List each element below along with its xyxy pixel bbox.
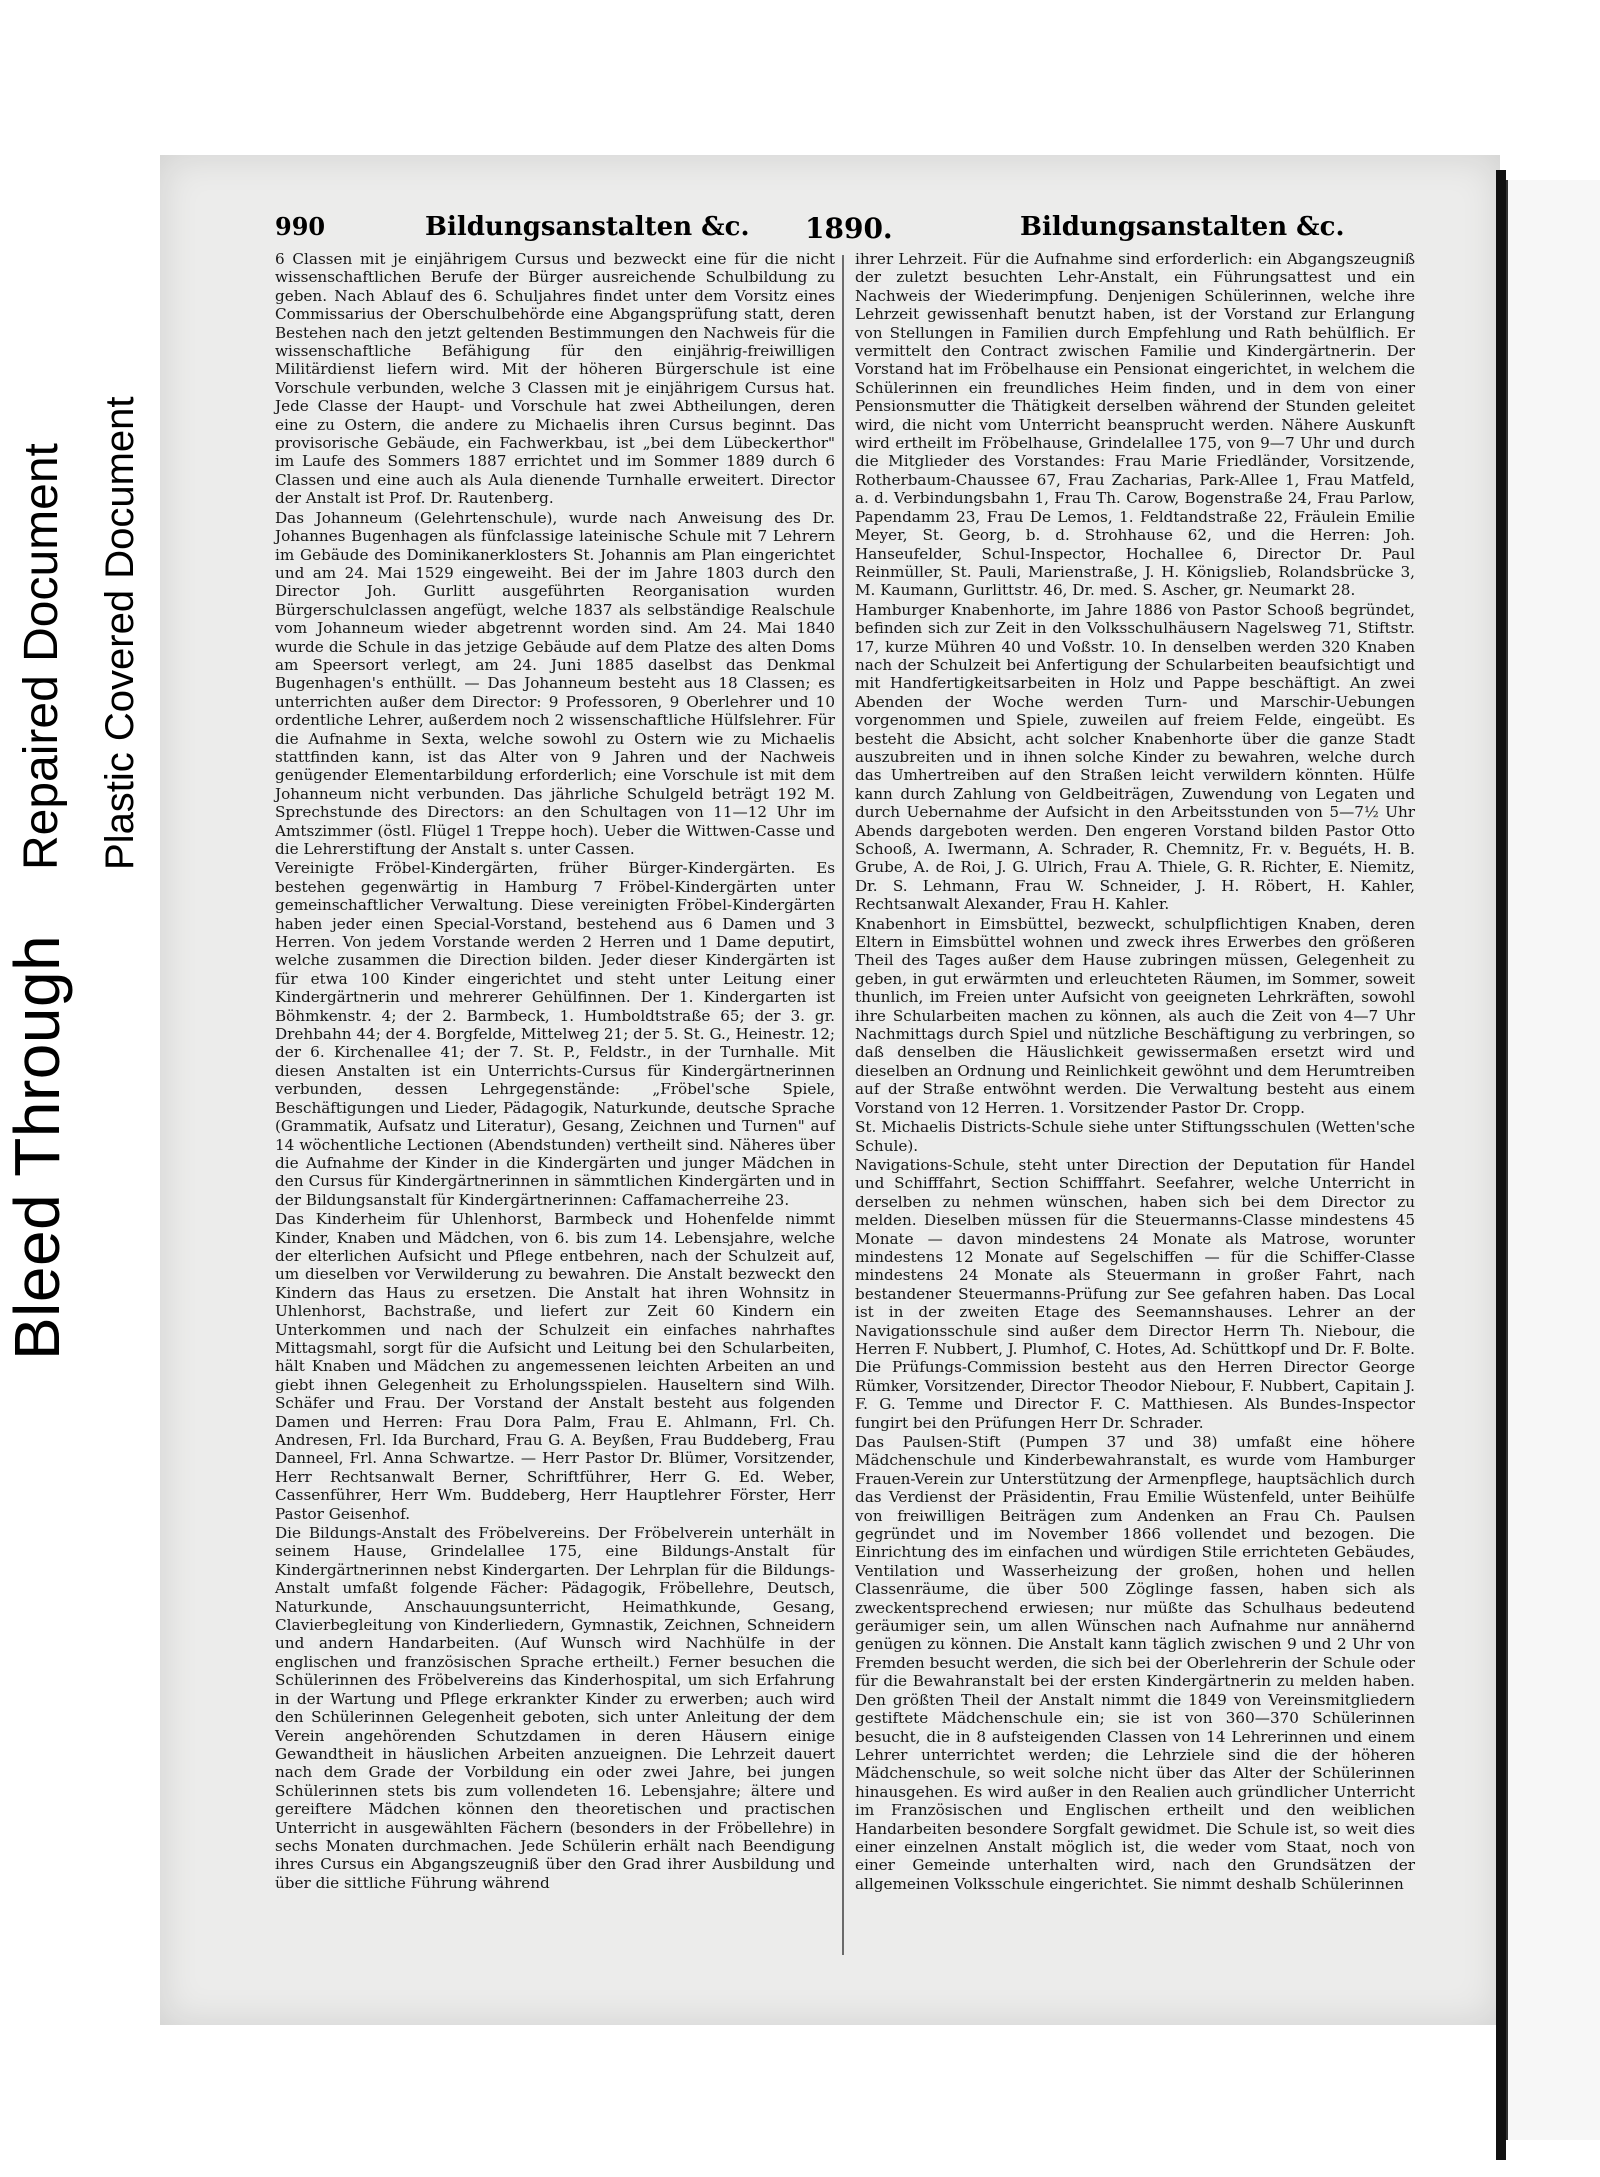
header-year: 1890. [805, 212, 893, 245]
paragraph: Das Kinderheim für Uhlenhorst, Barmbeck und Hohenfelde nimmt Kinder, Knaben und Mädchen, von 6. bis zum 14. Lebensjahre, welche der elterlichen Aufsicht und Pflege entbehren, nach der Schulzeit auf, um dieselben vor Verwilderung zu bewahren. Die Anstalt bezweckt den Kindern das Haus zu ersetzen. Die Anstalt hat ihren Wohnsitz in Uhlenhorst, Bachstraße, und liefert zur Zeit 60 Kindern ein Unterkommen und nach der Schulzeit ein einfaches nahrhaftes Mittagsmahl, sorgt für die Aufsicht und Leitung bei den Schularbeiten, hält Knaben und Mädchen zu angemessenen leichten Arbeiten an und giebt ihnen Gelegenheit zu Erholungsspielen. Hauseltern sind Wilh. Schäfer und Frau. Der Vorstand der Anstalt besteht aus folgenden Damen und Herren: Frau Dora Palm, Frau E. Ahlmann, Frl. Ch. Andresen, Frl. Ida Burchard, Frau G. A. Beyßen, Frau Buddeberg, Frau Danneel, Frl. Anna Schwartze. — Herr Pastor Dr. Blümer, Vorsitzender, Herr Rechtsanwalt Berner, Schriftführer, Herr G. Ed. Weber, Cassenführer, Herr Wm. Buddeberg, Herr Hauptlehrer Förster, Herr Pastor Geisenhof. [275, 1210, 835, 1523]
paragraph: Navigations-Schule, steht unter Direction der Deputation für Handel und Schifffahrt, Section Schifffahrt. Seefahrer, welche Unterricht in derselben zu nehmen wünschen, haben sich bei dem Director zu melden. Dieselben müssen für die Steuermanns-Classe mindestens 45 Monate — davon mindestens 24 Monate als Matrose, worunter mindestens 12 Monate auf Segelschiffen — für die Schiffer-Classe mindestens 24 Monate als Steuermann in großer Fahrt, nach bestandener Steuermanns-Prüfung zur See gefahren haben. Das Local ist in der zweiten Etage des Seemannshauses. Lehrer an der Navigationsschule sind außer dem Director Herrn Th. Niebour, die Herren F. Nubbert, J. Plumhof, C. Hotes, Ad. Schüttkopf und Dr. F. Bolte. Die Prüfungs-Commission besteht aus den Herren Director George Rümker, Vorsitzender, Director Theodor Niebour, F. Nubbert, Capitain J. F. G. Temme und Director F. C. Matthiesen. Als Bundes-Inspector fungirt bei den Prüfungen Herr Dr. Schrader. [855, 1155, 1415, 1432]
paragraph: Das Paulsen-Stift (Pumpen 37 und 38) umfaßt eine höhere Mädchenschule und Kinderbewahranstalt, es wurde vom Hamburger Frauen-Verein zur Unterstützung der Armenpflege, hauptsächlich durch das Verdienst der Präsidentin, Frau Emilie Wüstenfeld, unter Beihülfe von freiwilligen Beiträgen zum Andenken an Frau Ch. Paulsen gegründet und im November 1866 vollendet und bezogen. Die Einrichtung des im einfachen und würdigen Stile errichteten Gebäudes, Ventilation und Wasserheizung der großen, hohen und hellen Classenräume, die über 500 Zöglinge fassen, haben sich als zweckentsprechend erwiesen; nur müßte das Schulhaus bedeutend geräumiger sein, um allen Wünschen nach Aufnahme nur annähernd genügen zu können. Die Anstalt kann täglich zwischen 9 und 2 Uhr von Fremden besucht werden, die sich bei der Oberlehrerin der Schule oder für die Bewahranstalt bei der ersten Kindergärtnerin zu melden haben. Den größten Theil der Anstalt nimmt die 1849 von Vereinsmitgliedern gestiftete Mädchenschule ein; sie ist von 360—370 Schülerinnen besucht, die in 8 aufsteigenden Classen von 14 Lehrerinnen und einem Lehrer unterrichtet werden; die Lehrziele sind die der höheren Mädchenschule, so weit solche nicht über das Alter der Schülerinnen hinausgehen. Es wird außer in den Realien auch gründlicher Unterricht im Französischen und Englischen ertheilt und den weiblichen Handarbeiten besondere Sorgfalt gewidmet. Die Schule ist, so weit dies einer einzelnen Anstalt möglich ist, die weder vom Staat, noch von einer Gemeinde unterhalten wird, nach den Grundsätzen der allgemeinen Volksschule eingerichtet. Sie nimmt deshalb Schülerinnen [855, 1433, 1415, 1893]
running-header [275, 212, 1415, 248]
header-title-right: Bildungsanstalten &c. [1020, 212, 1345, 242]
bleed-through-label: Bleed Through [1, 934, 73, 1360]
paragraph: 6 Classen mit je einjährigem Cursus und bezweckt eine für die nicht wissenschaftlichen Berufe der Bürger ausreichende Schulbildung zu geben. Nach Ablauf des 6. Schuljahres findet unter dem Vorsitz eines Commissarius der Oberschulbehörde eine Abgangsprüfung statt, deren Bestehen nach den jetzt geltenden Bestimmungen den Nachweis für die wissenschaftliche Befähigung für den einjährig-freiwilligen Militärdienst liefern wird. Mit der höheren Bürgerschule ist eine Vorschule verbunden, welche 3 Classen mit je einjährigem Cursus hat. Jede Classe der Haupt- und Vorschule hat zwei Abtheilungen, deren eine zu Ostern, die andere zu Michaelis ihren Cursus beginnt. Das provisorische Gebäude, ein Fachwerkbau, ist „bei dem Lübeckerthor" im Laufe des Sommers 1887 errichtet und im Sommer 1889 durch 6 Classen und eine auch als Aula dienende Turnhalle erweitert. Director der Anstalt ist Prof. Dr. Rautenberg. [275, 250, 835, 508]
paragraph: Knabenhort in Eimsbüttel, bezweckt, schulpflichtigen Knaben, deren Eltern in Eimsbüttel wohnen und zweck ihres Erwerbes den größeren Theil des Tages außer dem Hause zubringen müssen, Gelegenheit zu geben, in gut erwärmten und erleuchteten Räumen, im Sommer, soweit thunlich, im Freien unter Aufsicht von geeigneten Lehrkräften, sowohl ihre Schularbeiten machen zu können, als auch die Zeit von 4—7 Uhr Nachmittags durch Spiel und nützliche Beschäftigung zu verbringen, so daß denselben die Häuslichkeit gewissermaßen ersetzt wird und dieselben an Ordnung und Reinlichkeit gewöhnt und dem Herumtreiben auf der Straße entwöhnt werden. Die Verwaltung besteht aus einem Vorstand von 12 Herren. 1. Vorsitzender Pastor Dr. Cropp. [855, 914, 1415, 1117]
header-title-left: Bildungsanstalten &c. [425, 212, 750, 242]
page-edge [1496, 170, 1506, 2160]
adjacent-page-strip [1506, 180, 1600, 2140]
paragraph: St. Michaelis Districts-Schule siehe unter Stiftungsschulen (Wetten'sche Schule). [855, 1118, 1415, 1155]
paragraph: ihrer Lehrzeit. Für die Aufnahme sind erforderlich: ein Abgangszeugniß der zuletzt besuchten Lehr-Anstalt, ein Führungsattest und ein Nachweis der Wiederimpfung. Denjenigen Schülerinnen, welche ihre Lehrzeit gewissenhaft benutzt haben, ist der Vorstand zur Erlangung von Stellungen in Familien durch Empfehlung und Rath behülflich. Er vermittelt den Contract zwischen Familie und Kindergärtnerin. Der Vorstand hat im Fröbelhause ein Pensionat eingerichtet, in welchem die Schülerinnen ein freundliches Heim finden, und in dem von einer Pensionsmutter die Thätigkeit derselben während der Stunden geleitet wird, die nicht vom Unterricht beansprucht werden. Nähere Auskunft wird ertheilt im Fröbelhause, Grindelallee 175, von 9—7 Uhr und durch die Mitglieder des Vorstandes: Frau Marie Friedländer, Vorsitzende, Rotherbaum-Chaussee 67, Frau Zacharias, Park-Allee 1, Frau Matfeld, a. d. Verbindungsbahn 1, Frau Th. Carow, Bogenstraße 24, Frau Parlow, Papendamm 23, Frau De Lemos, 1. Feldtandstraße 22, Fräulein Emilie Meyer, St. Georg, b. d. Strohhause 62, und die Herren: Joh. Hanseufelder, Schul-Inspector, Hochallee 6, Director Dr. Paul Reinmüller, St. Pauli, Marienstraße, J. H. Königslieb, Rolandsbrücke 3, M. Kaumann, Gurlittstr. 46, Dr. med. S. Ascher, gr. Neumarkt 28. [855, 250, 1415, 600]
paragraph: Vereinigte Fröbel-Kindergärten, früher Bürger-Kindergärten. Es bestehen gegenwärtig in Hamburg 7 Fröbel-Kindergärten unter gemeinschaftlicher Verwaltung. Diese vereinigten Fröbel-Kindergärten haben jeder einen Special-Vorstand, bestehend aus 6 Damen und 3 Herren. Von jedem Vorstande werden 2 Herren und 1 Dame deputirt, welche zusammen die Direction bilden. Jeder dieser Kindergärten ist für etwa 100 Kinder eingerichtet und steht unter Leitung einer Kindergärtnerin und mehrerer Gehülfinnen. Der 1. Kindergarten ist Böhmkenstr. 4; der 2. Barmbeck, 1. Humboldtstraße 65; der 3. gr. Drehbahn 44; der 4. Borgfelde, Mittelweg 21; der 5. St. G., Heinestr. 12; der 6. Kirchenallee 41; der 7. St. P., Feldstr., in der Turnhalle. Mit diesen Anstalten ist ein Unterrichts-Cursus für Kindergärtnerinnen verbunden, dessen Lehrgegenstände: „Fröbel'sche Spiele, Beschäftigungen und Lieder, Pädagogik, Naturkunde, deutsche Sprache (Grammatik, Aufsatz und Literatur), Gesang, Zeichnen und Turnen" auf 14 wöchentliche Lectionen (Abendstunden) vertheilt sind. Näheres über die Aufnahme der Kinder in die Kindergärten und junger Mädchen in den Cursus für Kindergärtnerinnen in sämmtlichen Kindergärten und in der Bildungsanstalt für Kindergärtnerinnen: Caffamacherreihe 23. [275, 859, 835, 1209]
scan-stamp [0, 0, 170, 1400]
repaired-document-label: Repaired Document [15, 443, 68, 870]
left-column [275, 250, 835, 1892]
paragraph: Die Bildungs-Anstalt des Fröbelvereins. Der Fröbelverein unterhält in seinem Hause, Grindelallee 175, eine Bildungs-Anstalt für Kindergärtnerinnen nebst Kindergarten. Der Lehrplan für die Bildungs-Anstalt umfaßt folgende Fächer: Pädagogik, Fröbellehre, Deutsch, Naturkunde, Anschauungsunterricht, Heimathkunde, Gesang, Clavierbegleitung von Kinderliedern, Gymnastik, Zeichnen, Schneidern und andern Handarbeiten. (Auf Wunsch wird Nachhülfe in der englischen und französischen Sprache ertheilt.) Ferner besuchen die Schülerinnen des Fröbelvereins das Kinderhospital, um sich Erfahrung in der Wartung und Pflege erkrankter Kinder zu erwerben; auch wird den Schülerinnen Gelegenheit geboten, sich unter Anleitung der dem Verein angehörenden Schutzdamen in deren Häusern einige Gewandtheit in häuslichen Arbeiten anzueignen. Die Lehrzeit dauert nach dem Grade der Vorbildung ein oder zwei Jahre, bei jungen Schülerinnen stets bis zum vollendeten 16. Lebensjahre; ältere und gereiftere Mädchen können den theoretischen und practischen Unterricht in ausgewählten Fächern (besonders in der Fröbellehre) in sechs Monaten durchmachen. Jede Schülerin erhält nach Beendigung ihres Cursus ein Abgangszeugniß über den Grad ihrer Ausbildung und über die sittliche Führung während [275, 1524, 835, 1892]
column-divider [842, 255, 844, 1955]
paragraph: Das Johanneum (Gelehrtenschule), wurde nach Anweisung des Dr. Johannes Bugenhagen als fünfclassige lateinische Schule mit 7 Lehrern im Gebäude des Dominikanerklosters St. Johannis am Plan eingerichtet und am 24. Mai 1529 eingeweiht. Bei der im Jahre 1803 durch den Director Joh. Gurlitt ausgeführten Reorganisation wurden Bürgerschulclassen angefügt, welche 1837 als selbständige Realschule vom Johanneum wieder abgetrennt worden sind. Am 24. Mai 1840 wurde die Schule in das jetzige Gebäude auf dem Platze des alten Doms am Speersort verlegt, am 24. Juni 1885 daselbst das Denkmal Bugenhagen's enthüllt. — Das Johanneum besteht aus 18 Classen; es unterrichten außer dem Director: 9 Professoren, 9 Oberlehrer und 10 ordentliche Lehrer, außerdem noch 2 wissenschaftliche Hülfslehrer. Für die Aufnahme in Sexta, welche sowohl zu Ostern wie zu Michaelis stattfinden kann, ist das Alter von 9 Jahren und der Nachweis genügender Elementarbildung erforderlich; eine Vorschule ist mit dem Johanneum nicht verbunden. Das jährliche Schulgeld beträgt 192 M. Sprechstunde des Directors: an den Schultagen von 11—12 Uhr im Amtszimmer (östl. Flügel 1 Treppe hoch). Ueber die Wittwen-Casse und die Lehrerstiftung der Anstalt s. unter Cassen. [275, 508, 835, 858]
page-number: 990 [275, 212, 326, 241]
right-column [855, 250, 1415, 1893]
paragraph: Hamburger Knabenhorte, im Jahre 1886 von Pastor Schooß begründet, befinden sich zur Zeit in den Volksschulhäusern Nagelsweg 71, Stiftstr. 17, kurze Mühren 40 und Voßstr. 10. In denselben werden 320 Knaben nach der Schulzeit bei Anfertigung der Schularbeiten beaufsichtigt und mit Handfertigkeitsarbeiten in Holz und Pappe beschäftigt. An zwei Abenden der Woche werden Turn- und Marschir-Uebungen vorgenommen und Spiele, zuweilen auf freiem Felde, eingeübt. Es besteht die Absicht, acht solcher Knabenhorte über die ganze Stadt auszubreiten und in ihnen solche Kinder zu bewahren, welche durch das Umhertreiben auf den Straßen leicht verwildern könnten. Hülfe kann durch Zahlung von Geldbeiträgen, Zuwendung von Legaten und durch Uebernahme der Aufsicht in den Arbeitsstunden von 5—7½ Uhr Abends dargeboten werden. Den engeren Vorstand bilden Pastor Otto Schooß, A. Iwermann, A. Schrader, R. Chemnitz, Fr. v. Beguéts, H. B. Grube, A. de Roi, J. G. Ulrich, Frau A. Thiele, G. R. Richter, E. Niemitz, Dr. S. Lehmann, Frau W. Schneider, J. H. Röbert, H. Kahler, Rechtsanwalt Alexander, Frau H. Kahler. [855, 600, 1415, 914]
plastic-covered-label: Plastic Covered Document [98, 396, 142, 870]
